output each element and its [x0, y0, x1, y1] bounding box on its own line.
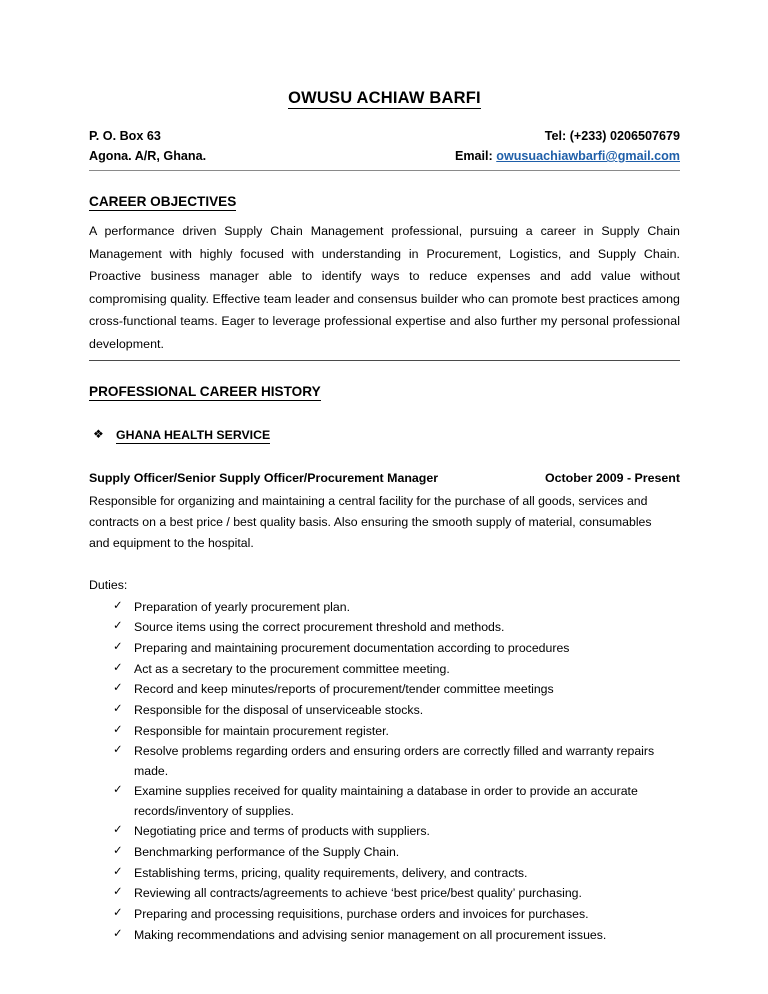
check-icon: ✓ [113, 744, 123, 757]
list-item [89, 701, 680, 720]
list-item-label: Record and keep minutes/reports of procurement/tender committee meetings [134, 682, 554, 697]
check-icon: ✓ [113, 886, 123, 899]
list-item-label: Negotiating price and terms of products with suppliers. [134, 824, 430, 839]
check-icon: ✓ [113, 723, 123, 736]
check-icon: ✓ [113, 661, 123, 674]
role-row [89, 470, 680, 487]
telephone-text: Tel: (+233) 0206507679 [544, 128, 680, 143]
contact-row-two [89, 146, 680, 166]
list-item-label: Responsible for the disposal of unserviceable stocks. [134, 703, 424, 718]
page-title [89, 0, 680, 109]
list-item [89, 660, 680, 679]
check-icon: ✓ [113, 599, 123, 612]
list-item-label: Establishing terms, pricing, quality requirements, delivery, and contracts. [134, 865, 528, 880]
list-item-label: Preparing and processing requisitions, purchase orders and invoices for purchases. [134, 906, 589, 921]
po-box-text: P. O. Box 63 [89, 128, 161, 143]
list-item [89, 843, 680, 862]
career-history-heading-text: PROFESSIONAL CAREER HISTORY [89, 383, 321, 399]
list-item [89, 822, 680, 841]
list-item [89, 884, 680, 903]
list-item [89, 639, 680, 658]
list-item-label: Making recommendations and advising senior management on all procurement issues. [134, 927, 607, 942]
list-item-label: Reviewing all contracts/agreements to achieve ‘best price/best quality’ purchasing. [134, 886, 582, 901]
check-icon: ✓ [113, 865, 123, 878]
contact-block [89, 126, 680, 167]
list-item-label: Examine supplies received for quality maintaining a database in order to provide an accurate records/inventory of supplies. [134, 784, 638, 818]
check-icon: ✓ [113, 641, 123, 654]
list-item [89, 782, 680, 820]
check-icon: ✓ [113, 703, 123, 716]
list-item [89, 618, 680, 637]
contact-row-one [89, 126, 680, 146]
section-heading-career-history [89, 361, 680, 401]
address-text: Agona. A/R, Ghana. [89, 149, 207, 164]
list-item-label: Preparation of yearly procurement plan. [134, 599, 350, 614]
career-objectives-body: A performance driven Supply Chain Management professional, pursuing a career in Supply Chain Management with highly focused with understanding in Procurement, Logistics, and Supply Chain. Proactive business manager able to identify ways to reduce expenses and add value without compromising quality. Effective team leader and consensus builder who can promote best practices among cross-functional teams. Eager to leverage professional expertise and also further my personal professional development. [89, 224, 680, 351]
email-label: Email: [454, 149, 493, 164]
organization-name: GHANA HEALTH SERVICE [116, 428, 271, 443]
list-item [89, 722, 680, 741]
check-icon: ✓ [113, 682, 123, 695]
list-item [89, 864, 680, 883]
check-icon: ✓ [113, 620, 123, 633]
duties-label: Duties: [89, 577, 128, 592]
list-item [89, 680, 680, 699]
duties-list [89, 598, 680, 945]
document-content [89, 0, 680, 946]
list-item-label: Preparing and maintaining procurement documentation according to procedures [134, 641, 570, 656]
email-link[interactable]: owusuachiawbarfi@gmail.com [496, 149, 680, 164]
role-period: October 2009 - Present [545, 471, 680, 486]
list-item [89, 598, 680, 617]
list-item [89, 742, 680, 780]
organization-entry [89, 427, 680, 444]
role-description: Responsible for organizing and maintaining a central facility for the purchase of all goods, services and contracts on a best price / best quality basis. Also ensuring the smooth supply of material, consumables and equipment to the hospital. [89, 494, 652, 551]
list-item-label: Act as a secretary to the procurement committee meeting. [134, 661, 450, 676]
diamond-bullet-icon: ❖ [93, 427, 104, 442]
check-icon: ✓ [113, 844, 123, 857]
check-icon: ✓ [113, 906, 123, 919]
list-item-label: Resolve problems regarding orders and ensuring orders are correctly filled and warranty repairs made. [134, 744, 655, 778]
list-item [89, 926, 680, 945]
list-item [89, 905, 680, 924]
list-item-label: Source items using the correct procurement threshold and methods. [134, 620, 505, 635]
page-title-text: OWUSU ACHIAW BARFI [288, 89, 481, 107]
check-icon: ✓ [113, 784, 123, 797]
list-item-label: Benchmarking performance of the Supply Chain. [134, 844, 400, 859]
list-item-label: Responsible for maintain procurement register. [134, 723, 389, 738]
section-heading-career-objectives [89, 171, 680, 211]
email-row [455, 146, 680, 166]
check-icon: ✓ [113, 927, 123, 940]
career-objectives-heading-text: CAREER OBJECTIVES [89, 194, 237, 210]
check-icon: ✓ [113, 824, 123, 837]
role-title: Supply Officer/Senior Supply Officer/Procurement Manager [89, 471, 439, 486]
